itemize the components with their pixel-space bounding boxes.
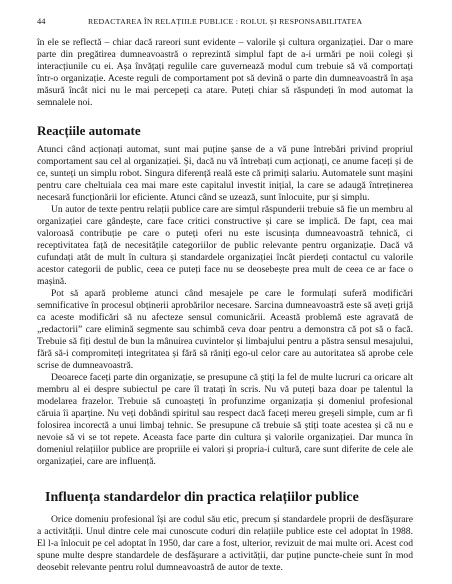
body-paragraph: Orice domeniu profesional își are codul său etic, precum și standardele proprii de desfășurare a activității. Unul dintre cele mai cunoscute coduri din relațiile publice este cel adoptat în 1988. El l-a înlocuit pe cel adoptat în 1950, dar care a fost, ulterior, revizuit de mai multe ori. Acest cod spune multe despre standardele de desfășurare a activității, dar puține puncte-cheie sunt în mod deosebit relevante pentru rolul dumneavoastră de autor de texte. [37,514,413,573]
section-reactiile-automate [37,123,413,468]
body-paragraph: în ele se reflectă – chiar dacă rareori sunt evidente – valorile și cultura organizației. Dar o mare parte din pregătirea dumneavoastră o reprezintă simplul fapt de a-i urmări pe noii colegi și interacțiunile cu ei. Așa învățați regulile care guvernează modul cum trebuie să vă comportați într-o organizație. Aceste reguli de comportament pot să devină o parte din dumneavoastră în așa măsură încât nici nu le mai percepeți ca atare. Puteți chiar să răspundeți în mod automat la semnalele noi. [37,37,413,108]
running-title: REDACTAREA ÎN RELAȚIILE PUBLICE : ROLUL ȘI RESPONSABILITATEA [88,17,363,26]
section-influenta-standardelor [37,488,413,574]
body-paragraph: Un autor de texte pentru relații publice care are simțul răspunderii trebuie să fie un membru al organizației care gândește, care face critici constructive și care se implică. De fapt, cea mai valoroasă contribuție pe care o puteți oferi nu este iscusința dumneavoastră tehnică, ci receptivitatea față de necesitățile categoriilor de public relevante pentru organizație. Dacă vă cufundați atât de mult în cultura și standardele organizației încât pierdeți contactul cu valorile acestor categorii de public, ceea ce puteți face nu se deosebește prea mult de ceea ce ar face o mașină. [37,204,413,287]
body-paragraph: Atunci când acționați automat, sunt mai puține șanse de a vă pune întrebări privind propriul comportament sau cel al organizației. Și, dacă nu vă întrebați cum acționați, ce anume faceți și de ce, sunteți un simplu robot. Singura diferență reală este că primiți salariu. Automatele sunt mașini pentru care cheltuiala cea mai mare este capitalul investit inițial, la care se adaugă întreținerea necesară funcționării lor eficiente. Atunci când se uzează, sunt înlocuite, pur și simplu. [37,144,413,203]
body-paragraph: Pot să apară probleme atunci când mesajele pe care le formulați suferă modificări semnificative în procesul obținerii aprobărilor necesare. Sarcina dumneavoastră este să aveți grijă ca aceste modificări să nu afecteze sensul comunicării. Această problemă este agravată de „redactorii” care elimină segmente sau schimbă ceva doar pentru a demonstra că pot să o facă. Trebuie să fiți destul de bun la mânuirea cuvintelor și limbajului pentru a păstra sensul mesajului, fără să-i compromiteți integritatea și fără să răniți ego-ul celor care au autoritatea să aprobe cele scrise de dumneavoastră. [37,288,413,371]
body-paragraph: Deoarece faceți parte din organizație, se presupune că știți la fel de multe lucruri ca oricare alt membru al ei despre subiectul pe care îl tratați în scris. Nu vă puteți baza doar pe talentul la modelarea frazelor. Trebuie să cunoașteți în profunzime organizația și domeniul profesional căruia îi aparține. Nu veți dobândi spiritul sau respect dacă faceți mereu greșeli simple, cum ar fi folosirea incorectă a unui limbaj tehnic. Se presupune că trebuie să știți toate acestea și că nu e nevoie să vi se tot repete. Aceasta face parte din cultura și valorile organizației. Dar munca în domeniul relațiilor publice are propriile ei valori și propria-i cultură, care sunt diferite de cele ale organizației, care are influență. [37,372,413,467]
page-number: 44 [37,17,46,26]
page-body [37,37,413,574]
running-head [37,16,413,27]
section-heading: Influența standardelor din practica relațiilor publice [45,490,359,505]
section-heading: Reacțiile automate [37,123,141,138]
